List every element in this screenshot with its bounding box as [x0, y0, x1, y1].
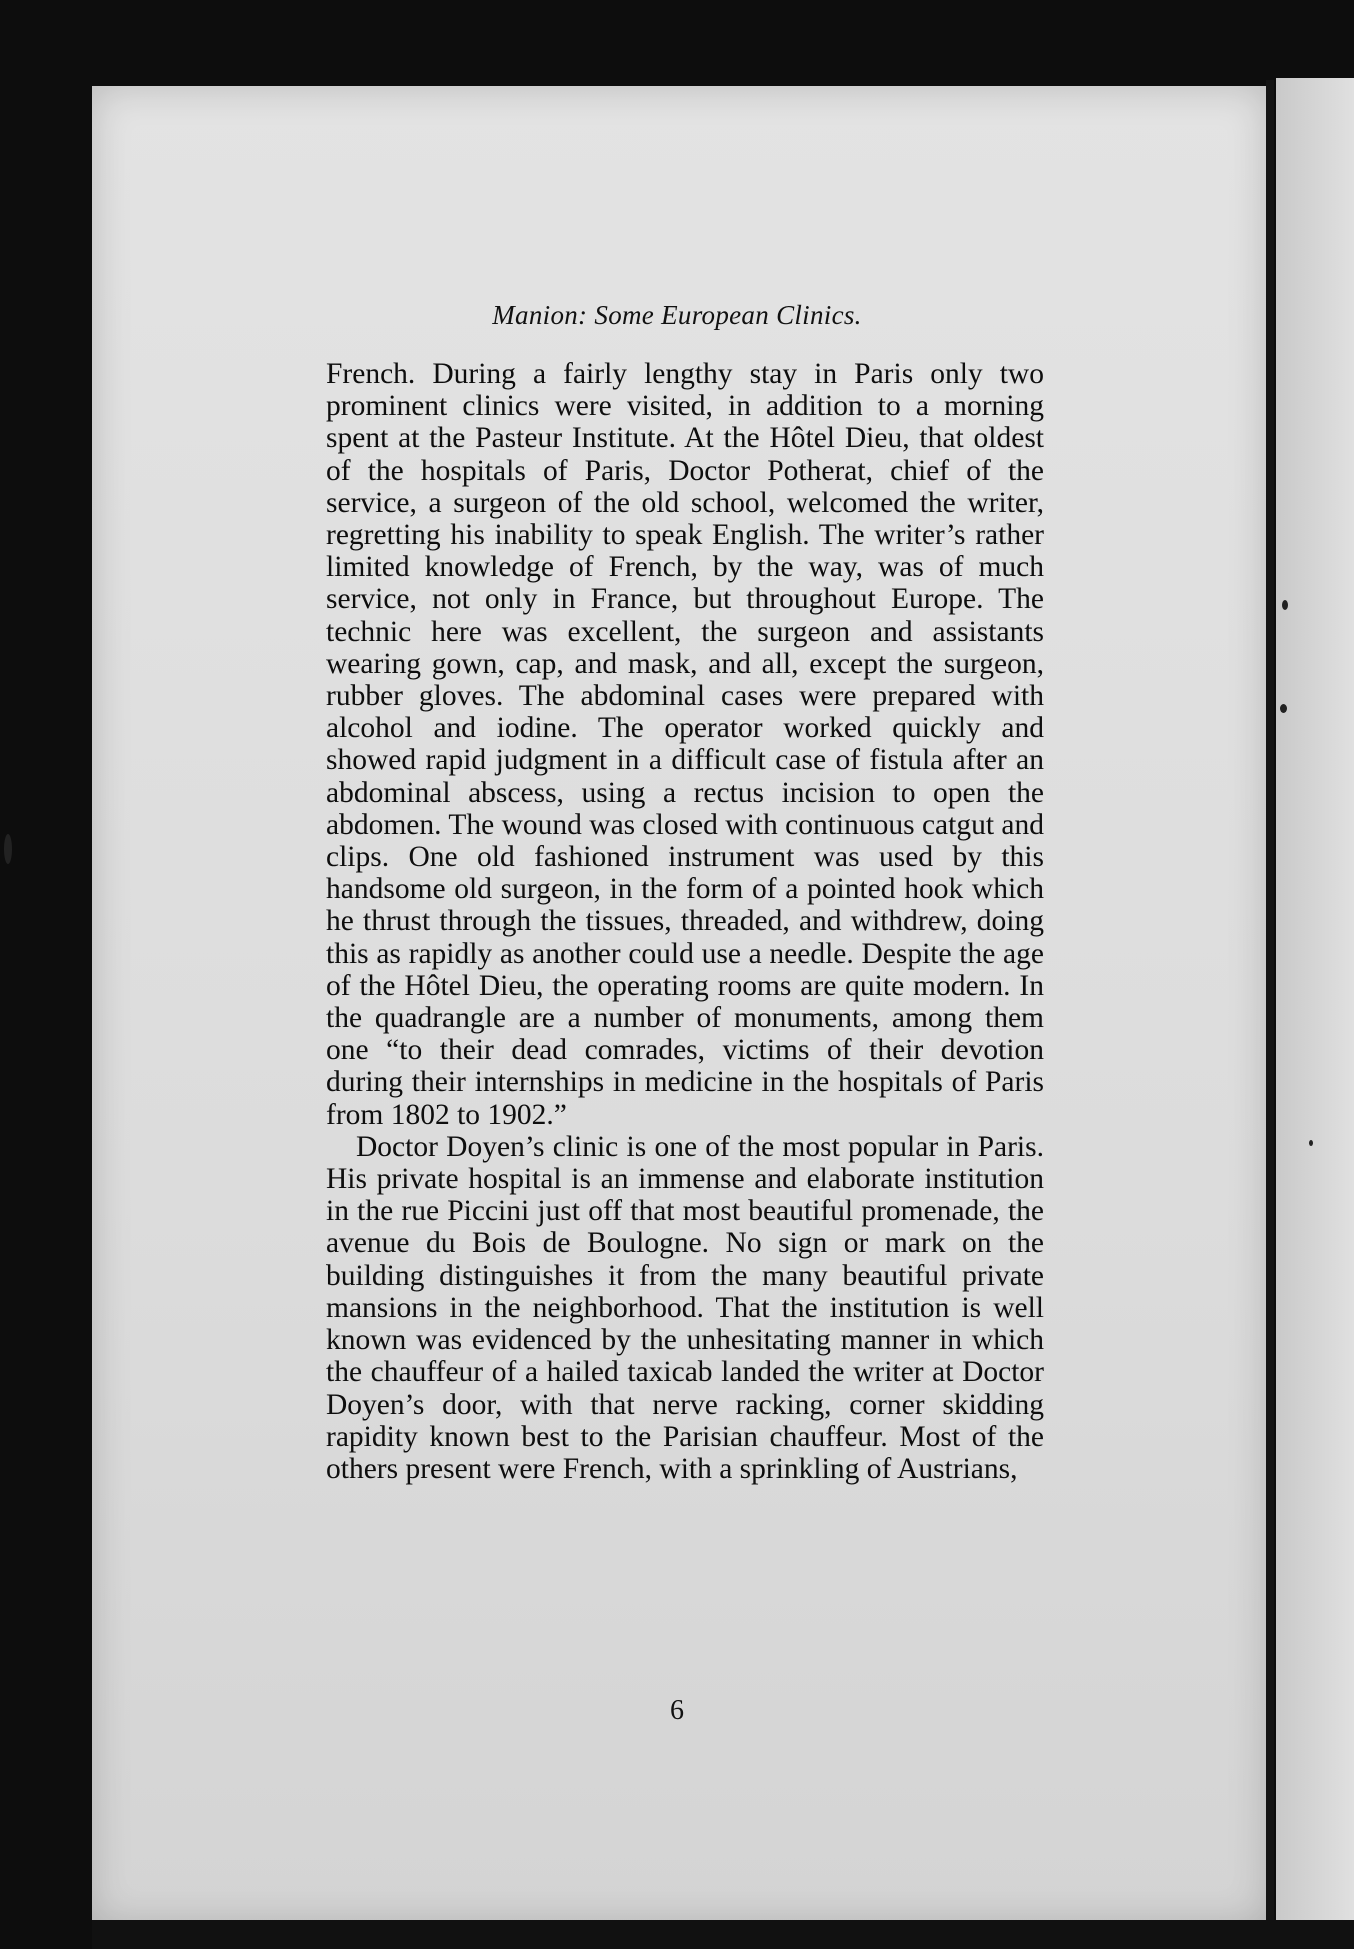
- facing-page-edge: [1276, 78, 1354, 1924]
- scan-speck: [1309, 1140, 1313, 1146]
- paragraph-1: French. During a fairly lengthy stay in Paris only two prominent clinics were visited, in addition to a morning spent at the Pasteur Institute. At the Hôtel Dieu, that oldest of the hospitals of Paris, Doctor Potherat, chief of the service, a surgeon of the old school, welcomed the writer, regretting his inability to speak English. The writer’s rather limited knowledge of French, by the way, was of much service, not only in France, but throughout Europe. The technic here was excellent, the surgeon and assistants wearing gown, cap, and mask, and all, except the surgeon, rubber gloves. The abdominal cases were prepared with alcohol and iodine. The operator worked quickly and showed rapid judgment in a difficult case of fistula after an abdominal abscess, using a rectus incision to open the abdomen. The wound was closed with continuous catgut and clips. One old fashioned instrument was used by this handsome old surgeon, in the form of a pointed hook which he thrust through the tissues, threaded, and withdrew, doing this as rapidly as another could use a needle. Despite the age of the Hôtel Dieu, the operating rooms are quite modern. In the quadrangle are a number of monuments, among them one “to their dead comrades, victims of their devotion during their internships in medicine in the hospitals of Paris from 1802 to 1902.”: [326, 358, 1044, 1131]
- page-gutter: [1266, 80, 1274, 1930]
- scan-speck: [1282, 600, 1288, 610]
- scan-bottom-edge: [92, 1920, 1354, 1949]
- paragraph-2: Doctor Doyen’s clinic is one of the most popular in Paris. His private hospital is an immense and elaborate institution in the rue Piccini just off that most beautiful promenade, the avenue du Bois de Boulogne. No sign or mark on the building distinguishes it from the many beautiful private mansions in the neighborhood. That the institution is well known was evidenced by the unhesitating manner in which the chauffeur of a hailed taxicab landed the writer at Doctor Doyen’s door, with that nerve racking, corner skidding rapidity known best to the Parisian chauffeur. Most of the others present were French, with a sprinkling of Austrians,: [326, 1130, 1044, 1485]
- body-text: [326, 358, 1044, 1485]
- scan-speck: [4, 834, 12, 864]
- page-number: 6: [670, 1695, 684, 1726]
- running-head: Manion: Some European Clinics.: [492, 300, 862, 330]
- scan-speck: [1280, 704, 1287, 713]
